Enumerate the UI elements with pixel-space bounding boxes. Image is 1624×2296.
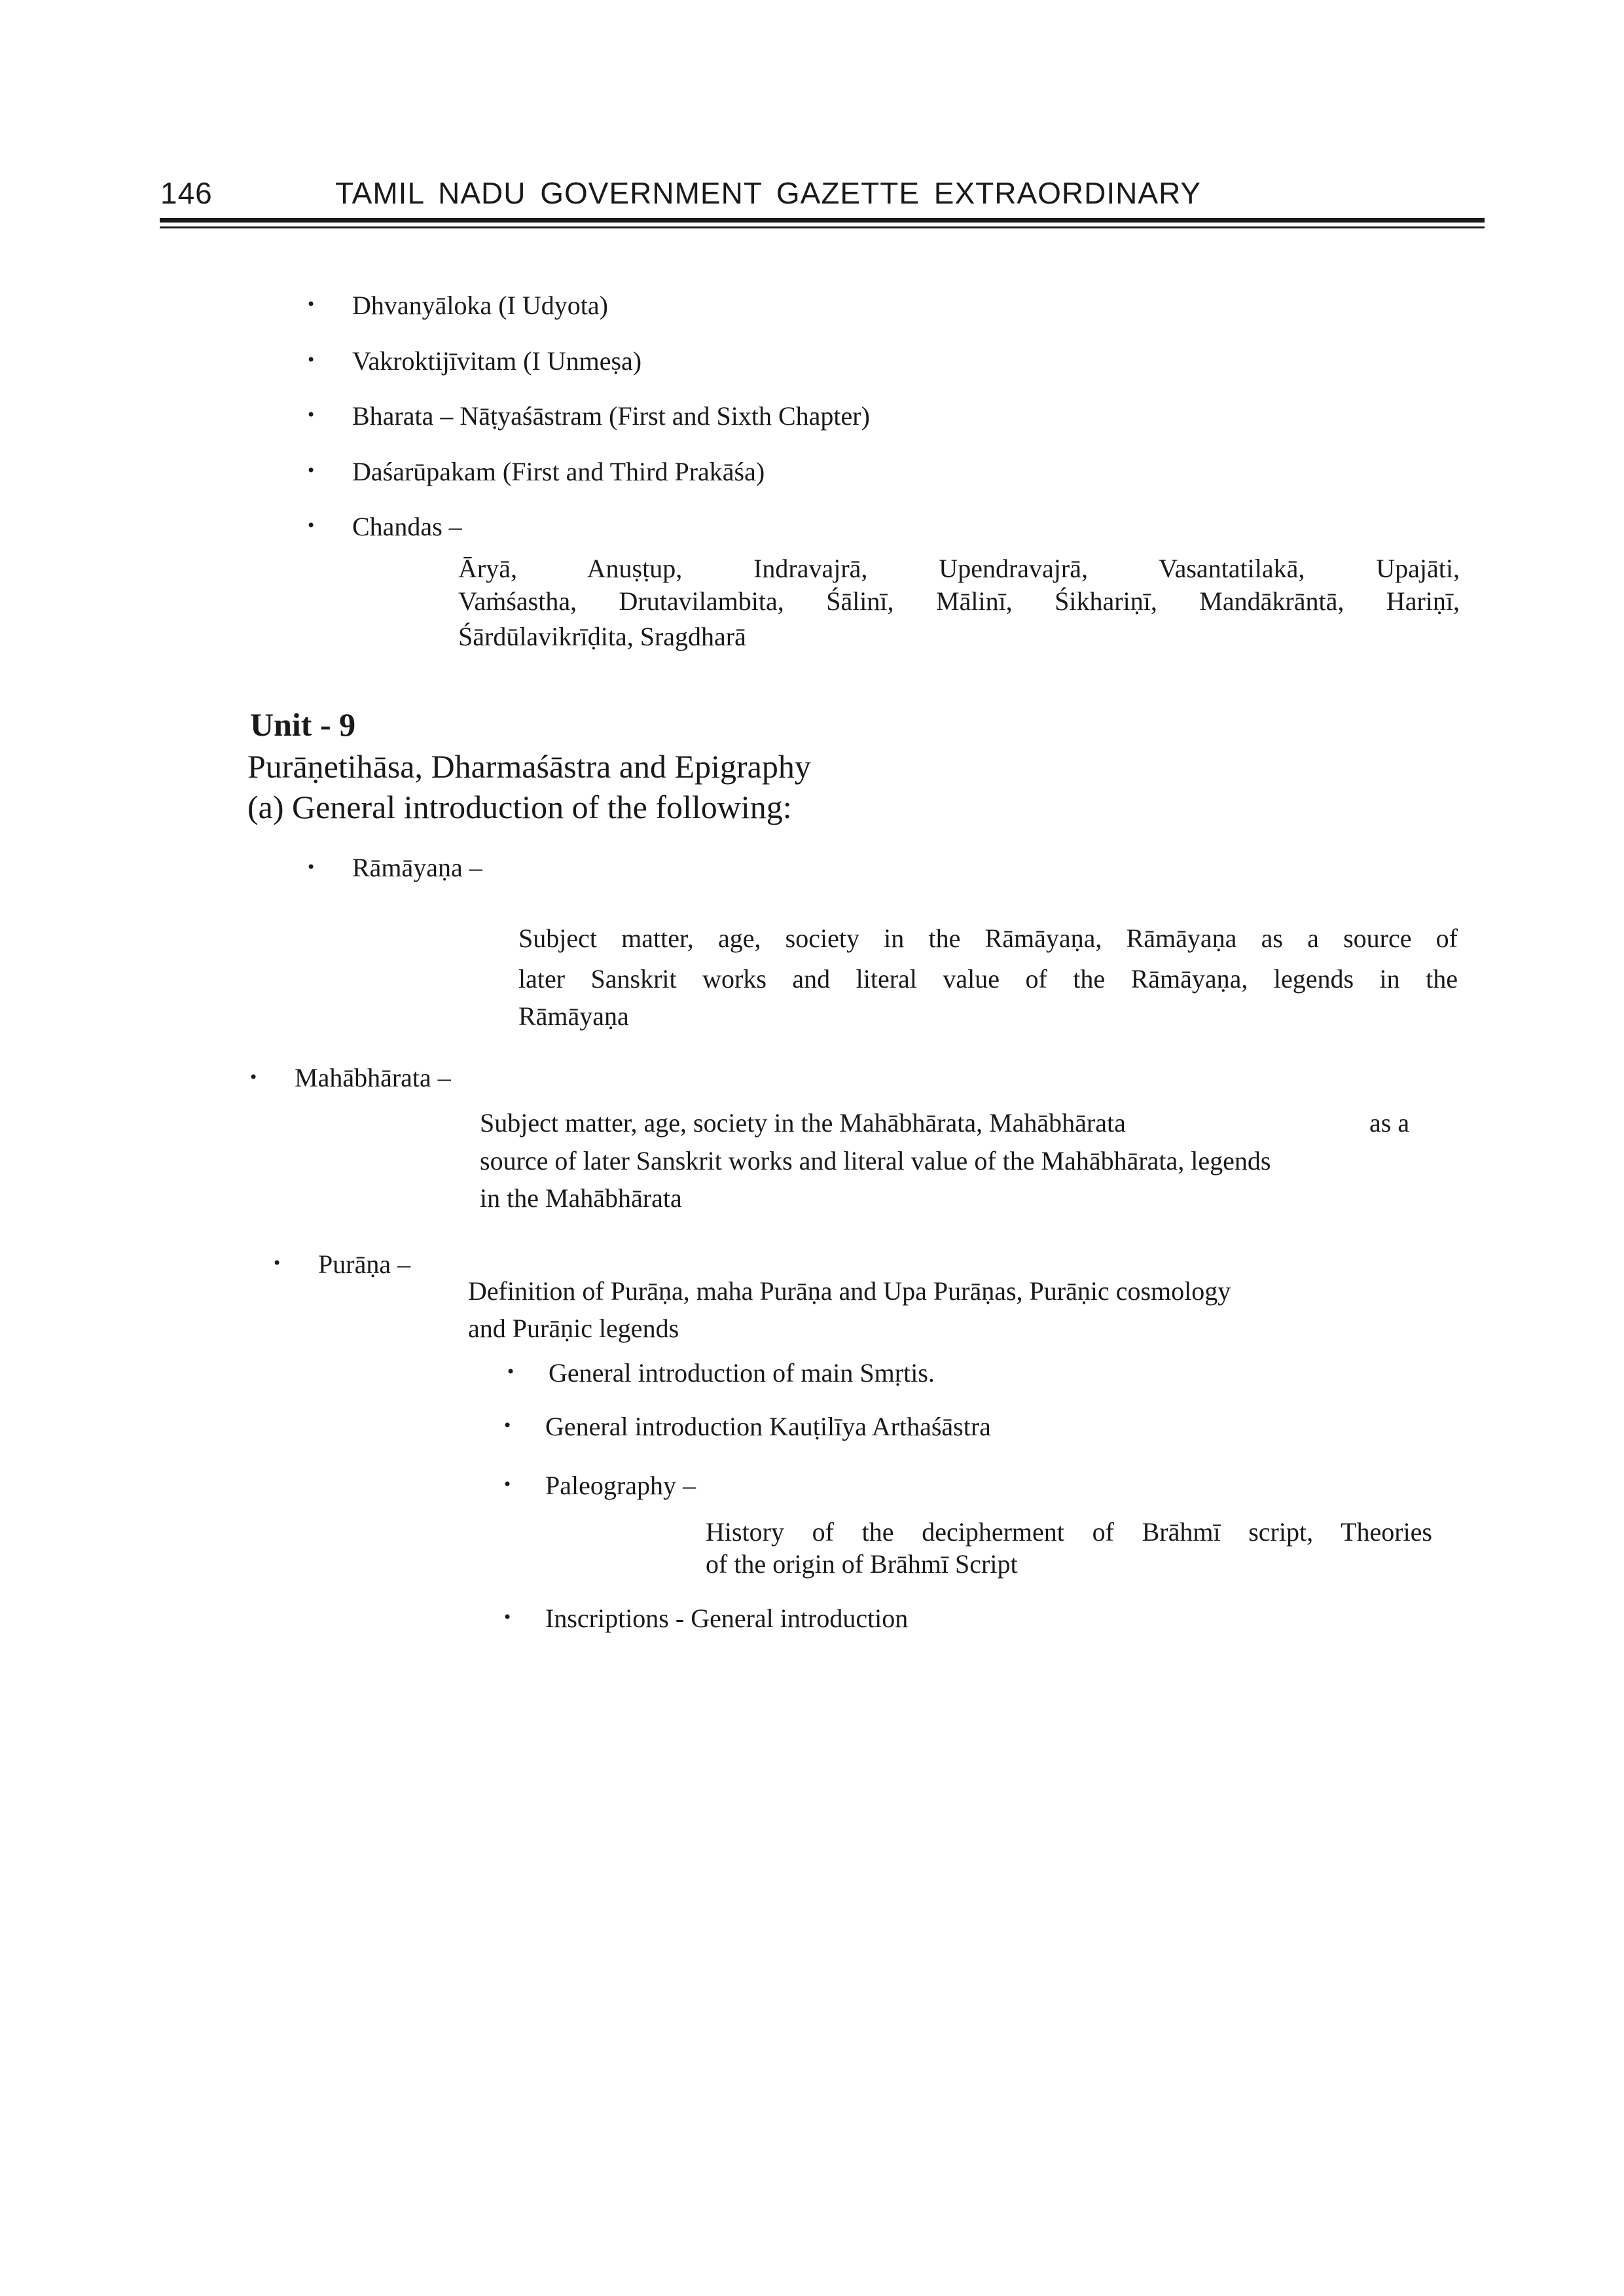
mahabharata-line: Subject matter, age, society in the Mahābhārata, Mahābhārata	[480, 1108, 1126, 1138]
purana-label: Purāṇa –	[318, 1249, 411, 1279]
bullet-icon: •	[306, 461, 316, 480]
bullet-icon: •	[249, 1068, 259, 1086]
ramayana-line: Subject matter, age, society in the Rāmāyaṇa, Rāmāyaṇa as a source of	[518, 924, 1458, 953]
bullet-icon: •	[503, 1608, 513, 1626]
section-heading: (a) General introduction of the following:	[247, 789, 792, 825]
bullet-icon: •	[306, 858, 316, 876]
kautilya-item: General introduction Kauṭilīya Arthaśāstra	[545, 1412, 991, 1441]
unit-subtitle: Purāṇetihāsa, Dharmaśāstra and Epigraphy	[247, 748, 811, 785]
paleography-line: of the origin of Brāhmī Script	[706, 1549, 1018, 1579]
chandas-line: Śārdūlavikrīḍita, Sragdharā	[458, 622, 746, 651]
list-item: Bharata – Nāṭyaśāstram (First and Sixth Chapter)	[352, 401, 870, 431]
mahabharata-line: in the Mahābhārata	[480, 1183, 682, 1213]
bullet-icon: •	[306, 351, 316, 369]
smrtis-item: General introduction of main Smṛtis.	[549, 1358, 935, 1388]
header-rule-thin	[160, 226, 1485, 228]
unit-heading: Unit - 9	[250, 706, 356, 743]
paleography-item: Paleography –	[545, 1471, 696, 1500]
page-number: 146	[160, 176, 213, 210]
ramayana-line: Rāmāyaṇa	[518, 1001, 629, 1031]
paleography-line: History of the decipherment of Brāhmī script, Theories	[706, 1517, 1432, 1547]
chandas-line: Vaṁśastha, Drutavilambita, Śālinī, Mālinī, Śikhariṇī, Mandākrāntā, Hariṇī,	[458, 586, 1460, 616]
mahabharata-line: source of later Sanskrit works and literal value of the Mahābhārata, legends	[480, 1146, 1271, 1175]
purana-line: and Purāṇic legends	[468, 1314, 679, 1343]
gazette-title: TAMIL NADU GOVERNMENT GAZETTE EXTRAORDINARY	[335, 176, 1202, 210]
purana-line: Definition of Purāṇa, maha Purāṇa and Upa Purāṇas, Purāṇic cosmology	[468, 1276, 1231, 1306]
list-item: Vakroktijīvitam (I Unmeṣa)	[352, 346, 642, 376]
bullet-icon: •	[306, 516, 316, 535]
bullet-icon: •	[306, 295, 316, 314]
bullet-icon: •	[506, 1363, 516, 1381]
inscriptions-item: Inscriptions - General introduction	[545, 1604, 909, 1633]
mahabharata-label: Mahābhārata –	[295, 1063, 451, 1092]
bullet-icon: •	[503, 1416, 513, 1435]
chandas-line: Āryā, Anuṣṭup, Indravajrā, Upendravajrā, Vasantatilakā, Upajāti,	[458, 554, 1460, 583]
bullet-icon: •	[503, 1475, 513, 1494]
list-item: Dhvanyāloka (I Udyota)	[352, 291, 608, 320]
mahabharata-line-end: as a	[1369, 1108, 1410, 1138]
bullet-icon: •	[306, 406, 316, 424]
ramayana-label: Rāmāyaṇa –	[352, 853, 482, 882]
list-item: Chandas –	[352, 512, 462, 541]
bullet-icon: •	[272, 1254, 282, 1272]
list-item: Daśarūpakam (First and Third Prakāśa)	[352, 457, 765, 486]
header-rule-thick	[160, 218, 1485, 223]
ramayana-line: later Sanskrit works and literal value of the Rāmāyaṇa, legends in the	[518, 964, 1458, 994]
